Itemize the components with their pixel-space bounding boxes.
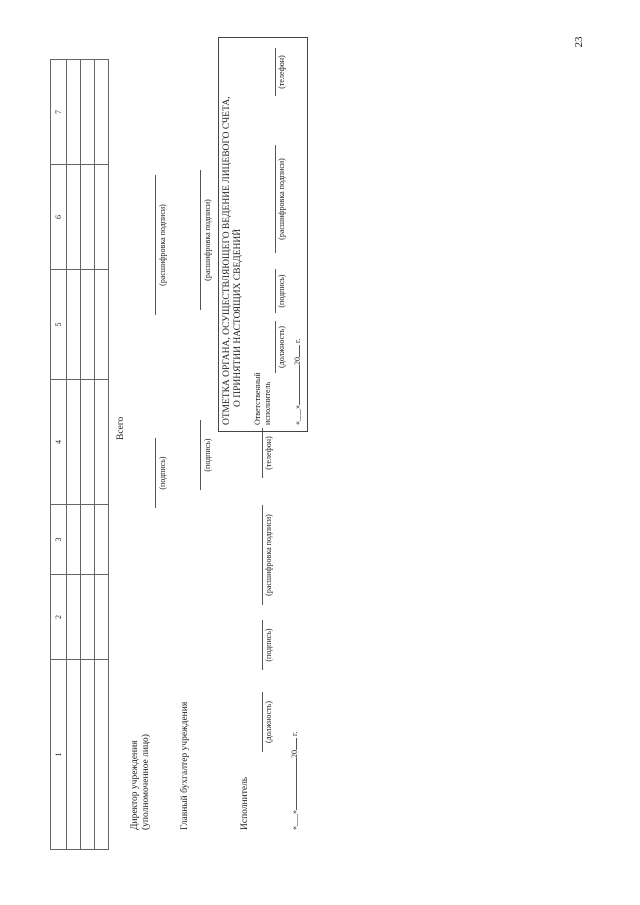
table-row <box>95 60 109 850</box>
executor-date: «___»20 г. <box>290 731 299 830</box>
table-row <box>67 60 81 850</box>
authority-mark-box <box>218 37 308 432</box>
accountant-label: Главный бухгалтер учреждения <box>180 701 190 830</box>
executor-position-line <box>262 692 263 752</box>
director-decoding-line <box>155 175 156 315</box>
column-header: 1 <box>51 660 67 850</box>
director-label: Директор учреждения <box>130 740 140 830</box>
column-header: 2 <box>51 575 67 660</box>
accountant-signature-line <box>200 420 201 490</box>
director-sublabel: (уполномоченное лицо) <box>141 734 151 830</box>
executor-position-caption: (должность) <box>264 701 273 743</box>
authority-position-line <box>275 321 276 373</box>
responsible-sublabel: исполнитель <box>263 381 272 425</box>
authority-decoding-caption: (расшифровка подписи) <box>277 158 286 240</box>
column-header: 4 <box>51 380 67 505</box>
authority-box-subtitle: О ПРИНЯТИИ НАСТОЯЩИХ СВЕДЕНИЙ <box>233 228 243 407</box>
responsible-label: Ответственный <box>253 372 262 425</box>
authority-position-caption: (должность) <box>277 326 286 368</box>
column-header: 5 <box>51 270 67 380</box>
director-signature-line <box>155 438 156 508</box>
executor-phone-caption: (телефон) <box>264 436 273 470</box>
executor-decoding-line <box>262 505 263 605</box>
data-table <box>50 59 109 850</box>
table-header-row <box>51 60 67 850</box>
column-header: 3 <box>51 505 67 575</box>
executor-signature-caption: (подпись) <box>264 628 273 662</box>
executor-signature-line <box>262 620 263 670</box>
director-signature-caption: (подпись) <box>158 456 167 490</box>
executor-label: Исполнитель <box>240 776 250 830</box>
director-decoding-caption: (расшифровка подписи) <box>158 204 167 286</box>
authority-phone-line <box>275 48 276 96</box>
authority-date: «___»20 г. <box>293 338 302 425</box>
accountant-signature-caption: (подпись) <box>203 438 212 472</box>
column-header: 6 <box>51 165 67 270</box>
total-label: Всего <box>116 416 126 440</box>
executor-decoding-caption: (расшифровка подписи) <box>264 514 273 596</box>
executor-phone-line <box>262 428 263 478</box>
authority-phone-caption: (телефон) <box>277 55 286 89</box>
accountant-decoding-line <box>200 170 201 310</box>
page-number: 23 <box>573 36 585 48</box>
authority-signature-caption: (подпись) <box>277 274 286 308</box>
authority-signature-line <box>275 269 276 313</box>
rotated-form <box>30 30 320 870</box>
accountant-decoding-caption: (расшифровка подписи) <box>203 199 212 281</box>
column-header: 7 <box>51 60 67 165</box>
table-row <box>81 60 95 850</box>
authority-decoding-line <box>275 145 276 253</box>
authority-box-title: ОТМЕТКА ОРГАНА, ОСУЩЕСТВЛЯЮЩЕГО ВЕДЕНИЕ ЛИЦЕВОГО СЧЕТА, <box>222 96 232 425</box>
